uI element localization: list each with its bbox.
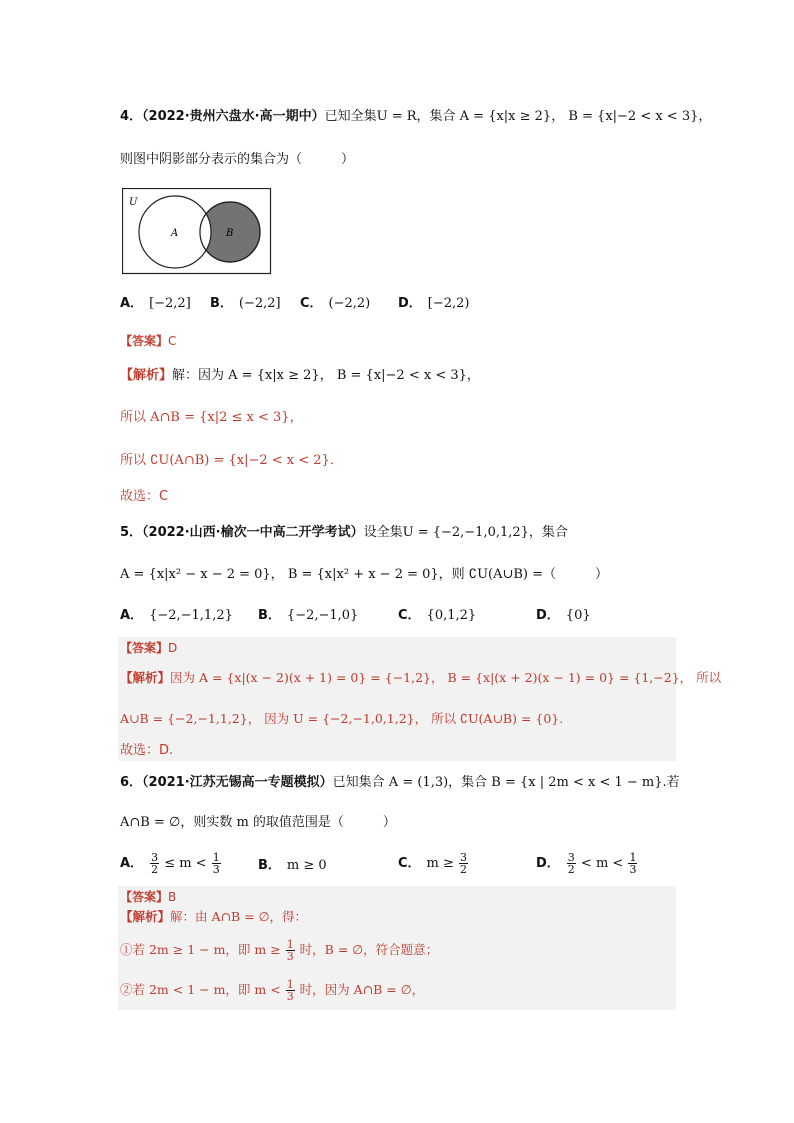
q4-conclusion: 故选：C xyxy=(120,489,169,504)
q4-answer: 【答案】C xyxy=(120,334,177,348)
q6-option-a[interactable]: A． $\frac{3}{2}$ ≤ m < $\frac{1}{3}$ xyxy=(120,851,220,876)
q6-option-d[interactable]: D． $\frac{3}{2}$ < m < $\frac{1}{3}$ xyxy=(536,851,637,876)
venn-diagram xyxy=(122,188,272,276)
q4-stem-line1 xyxy=(120,107,711,127)
q5-option-c[interactable]: C． {0,1,2} xyxy=(398,608,477,623)
q5-option-d[interactable]: D． {0} xyxy=(536,608,591,623)
venn-b-label: B xyxy=(226,228,234,239)
q6-option-b[interactable]: B． m ≥ 0 xyxy=(258,858,327,873)
q6-analysis1: 【解析】解：由 A∩B = ∅，得： xyxy=(120,909,307,924)
venn-u-label: U xyxy=(129,197,138,208)
q4-stem1: 已知全集U = R，集合 A = {x|x ≥ 2}， B = {x|−2 < x < 3}， xyxy=(324,109,712,124)
q5-stem-line1: 5．（2022·山西·榆次一中高二开学考试）设全集U = {−2,−1,0,1,2}，集合 xyxy=(120,525,568,540)
q5-analysis1: 【解析】因为 A = {x|(x − 2)(x + 1) = 0} = {−1,2}， B = {x|(x + 2)(x − 1) = 0} = {1,−2}， 所以 xyxy=(120,670,722,685)
q5-conclusion: 故选：D. xyxy=(120,743,174,758)
q4-source: （2022·贵州六盘水·高一期中） xyxy=(142,109,325,124)
q6-case2: ②若 2m < 1 − m，即 m < $\frac{1}{3}$ 时，因为 A∩B = ∅， xyxy=(120,978,425,1003)
q4-stem-line2: 则图中阴影部分表示的集合为（ ） xyxy=(120,152,355,167)
q5-analysis-panel xyxy=(118,637,676,761)
q4-option-c[interactable]: C． (−2,2) xyxy=(300,296,371,311)
q5-stem-line2: A = {x|x² − x − 2 = 0}， B = {x|x² + x − 2 = 0}，则 ∁U(A∪B) =（ ） xyxy=(120,567,609,582)
q6-option-c[interactable]: C． m ≥ $\frac{3}{2}$ xyxy=(398,851,468,876)
q6-case1: ①若 2m ≥ 1 − m，即 m ≥ $\frac{1}{3}$ 时，B = ∅，符合题意； xyxy=(120,938,439,963)
q4-analysis3: 所以 ∁U(A∩B) = {x|−2 < x < 2}． xyxy=(120,453,343,468)
q6-stem-line1: 6．（2021·江苏无锡高一专题模拟）已知集合 A = (1,3)，集合 B = {x | 2m < x < 1 − m}.若 xyxy=(120,775,680,790)
q6-stem-line2: A∩B = ∅，则实数 m 的取值范围是（ ） xyxy=(120,815,396,830)
q5-answer: 【答案】D xyxy=(120,641,178,655)
q6-answer: 【答案】B xyxy=(120,890,177,904)
q4-option-b[interactable]: B． (−2,2] xyxy=(210,296,281,311)
q5-option-a[interactable]: A． {−2,−1,1,2} xyxy=(120,608,233,623)
q5-option-b[interactable]: B． {−2,−1,0} xyxy=(258,608,359,623)
q5-analysis2: A∪B = {−2,−1,1,2}， 因为 U = {−2,−1,0,1,2}， 所以 ∁U(A∪B) = {0}. xyxy=(120,711,564,726)
q4-option-d[interactable]: D． [−2,2) xyxy=(398,296,470,311)
q4-number: 4． xyxy=(120,109,143,124)
q4-option-a[interactable]: A． [−2,2] xyxy=(120,296,191,311)
q4-analysis2: 所以 A∩B = {x|2 ≤ x < 3}， xyxy=(120,410,303,425)
venn-a-label: A xyxy=(171,228,179,239)
q4-analysis1: 【解析】解：因为 A = {x|x ≥ 2}， B = {x|−2 < x < 3}， xyxy=(120,368,480,383)
